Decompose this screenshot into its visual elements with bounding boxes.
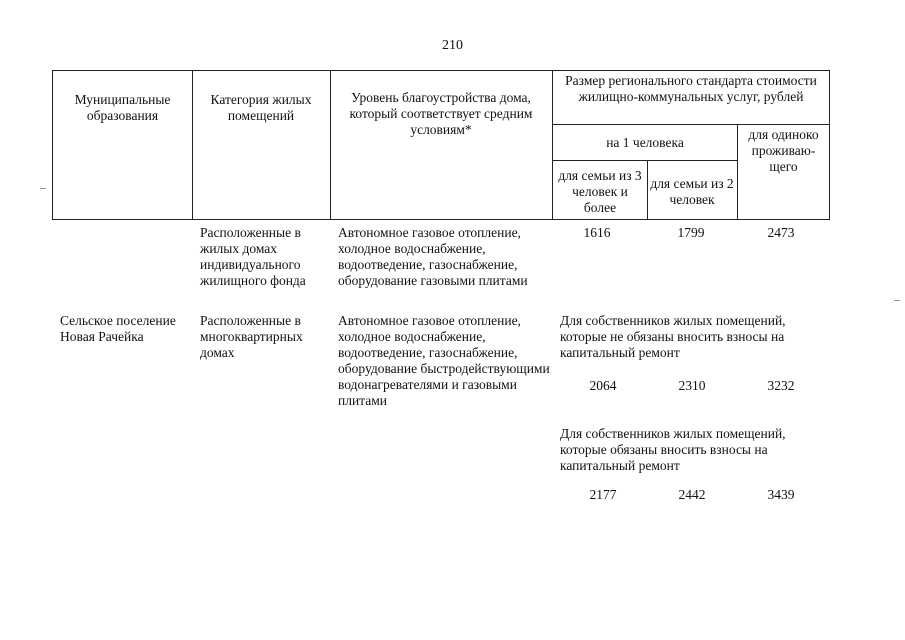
header-family2: для семьи из 2 человек: [650, 176, 734, 207]
row2-note-obliged: Для собственников жилых помещений, которые обязаны вносить взносы на капитальный ремонт: [560, 426, 786, 473]
row1-category: Расположенные в жилых домах индивидуального жилищного фонда: [200, 225, 306, 288]
column-divider: [330, 70, 331, 220]
row2-value-not-obliged-family3: 2064: [589, 378, 617, 393]
header-level: Уровень благоустройства дома, который соответствует средним условиям*: [349, 90, 533, 137]
row1-level: Автономное газовое отопление, холодное водоснабжение, водоотведение, газоснабжение, оборудование газовыми плитами: [338, 225, 528, 288]
scan-mark: [40, 188, 46, 189]
row2-value-obliged-family3: 2177: [589, 487, 617, 502]
column-divider: [647, 160, 648, 220]
header-per-person: на 1 человека: [606, 135, 684, 150]
column-divider: [737, 124, 738, 220]
column-divider: [192, 70, 193, 220]
column-divider: [552, 70, 553, 220]
row-divider: [552, 160, 737, 161]
row2-value-not-obliged-family2: 2310: [678, 378, 706, 393]
header-municipal: Муниципальные образования: [74, 92, 171, 123]
row2-municipal: Сельское поселение Новая Рачейка: [60, 313, 176, 344]
row2-category: Расположенные в многоквартирных домах: [200, 313, 303, 360]
row2-value-obliged-family2: 2442: [678, 487, 706, 502]
row-divider: [552, 124, 830, 125]
header-size-standard: Размер регионального стандарта стоимости жилищно-коммунальных услуг, рублей: [565, 73, 817, 104]
page-number: 210: [442, 38, 463, 53]
header-single: для одиноко проживаю-щего: [748, 127, 819, 174]
row2-level: Автономное газовое отопление, холодное водоснабжение, водоотведение, газоснабжение, оборудование быстродействующими водонагревателями и газовыми плитами: [338, 313, 550, 408]
row2-value-not-obliged-single: 3232: [767, 378, 795, 393]
scan-mark: [894, 300, 900, 301]
row1-value-family2: 1799: [677, 225, 705, 240]
row1-value-family3: 1616: [583, 225, 611, 240]
header-category: Категория жилых помещений: [210, 92, 312, 123]
row2-value-obliged-single: 3439: [767, 487, 795, 502]
row2-note-not-obliged: Для собственников жилых помещений, которые не обязаны вносить взносы на капитальный ремонт: [560, 313, 786, 360]
row1-value-single: 2473: [767, 225, 795, 240]
header-family3: для семьи из 3 человек и более: [558, 168, 642, 215]
